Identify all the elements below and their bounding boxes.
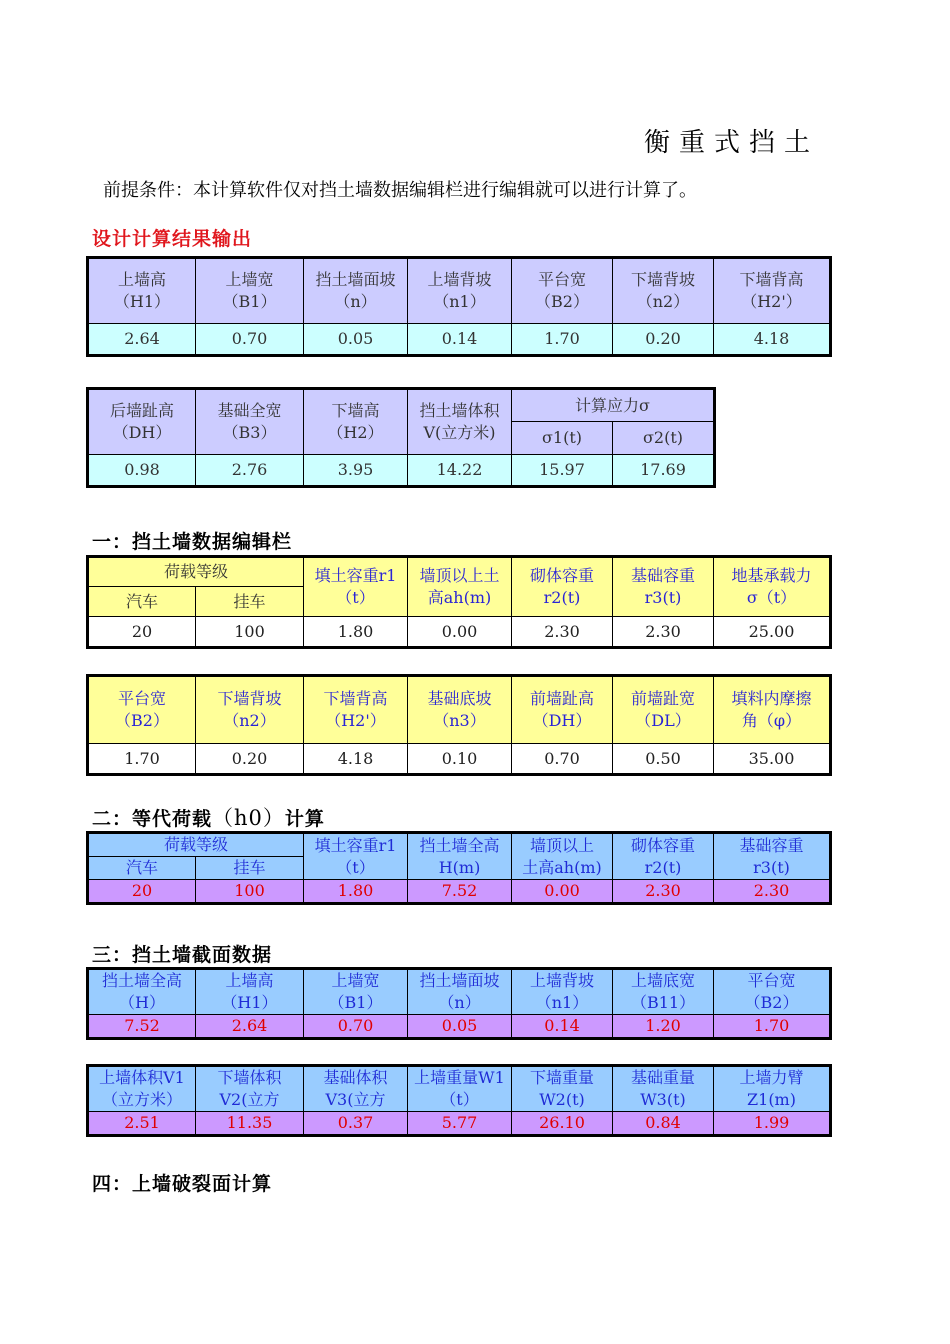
section2-table (86, 831, 832, 905)
header-cell: 上墙背坡 （n1） (408, 258, 512, 324)
header-cell: 上墙宽 （B1） (196, 258, 304, 324)
value-cell: 17.69 (613, 455, 715, 487)
section3-table-1 (86, 967, 832, 1040)
header-cell: 上墙力臂 Z1(m) (714, 1066, 831, 1112)
header-cell: 挡土墙体积 V(立方米) (408, 389, 512, 455)
value-cell: 11.35 (196, 1112, 304, 1136)
section3-heading: 三：挡土墙截面数据 (92, 944, 273, 966)
section1-heading: 一：挡土墙数据编辑栏 (92, 531, 293, 553)
header-cell: 下墙重量 W2(t) (512, 1066, 613, 1112)
value-cell: 0.14 (408, 324, 512, 356)
header-cell: 砌体容重 r2(t) (512, 557, 613, 617)
header-cell: 下墙背坡 （n2） (196, 676, 304, 744)
input-cell[interactable]: 20 (88, 617, 196, 648)
header-cell: 上墙高 （H1） (196, 969, 304, 1015)
value-cell: 0.00 (512, 880, 613, 904)
header-cell: 上墙背坡 （n1） (512, 969, 613, 1015)
header-cell: 上墙体积V1 （立方米） (88, 1066, 196, 1112)
section2-heading: 二：等代荷载（h0）计算 (92, 806, 325, 830)
value-cell: 1.70 (512, 324, 613, 356)
header-cell: 挡土墙全高 H(m) (408, 833, 512, 880)
header-cell: 挡土墙面坡 （n） (408, 969, 512, 1015)
input-cell[interactable]: 100 (196, 617, 304, 648)
stress-header-cell: 计算应力σ (512, 389, 715, 422)
load-sub-cell: 挂车 (196, 587, 304, 617)
header-cell: 填土容重r1 （t） (304, 557, 408, 617)
header-cell: 地基承载力 σ（t） (714, 557, 831, 617)
value-cell: 3.95 (304, 455, 408, 487)
load-grade-header: 荷载等级 (88, 833, 304, 857)
value-cell: 0.84 (613, 1112, 714, 1136)
results-heading: 设计计算结果输出 (92, 228, 253, 250)
load-sub-cell: 汽车 (88, 857, 196, 880)
header-cell: 上墙高 （H1） (88, 258, 196, 324)
section4-heading: 四：上墙破裂面计算 (92, 1173, 273, 1195)
header-cell: 挡土墙全高 （H） (88, 969, 196, 1015)
results-table-1 (86, 256, 832, 357)
value-cell: 1.20 (613, 1015, 714, 1039)
value-cell: 2.64 (196, 1015, 304, 1039)
document-title: 衡重式挡土 (644, 128, 820, 158)
premise-text: 前提条件：本计算软件仅对挡土墙数据编辑栏进行编辑就可以进行计算了。 (103, 180, 697, 201)
header-cell: 平台宽 （B2） (512, 258, 613, 324)
header-cell: 下墙背高 （H2'） (714, 258, 831, 324)
load-sub-cell: 挂车 (196, 857, 304, 880)
input-cell[interactable]: 0.00 (408, 617, 512, 648)
header-cell: 平台宽 （B2） (714, 969, 831, 1015)
header-cell: 基础重量 W3(t) (613, 1066, 714, 1112)
value-cell: 0.98 (88, 455, 196, 487)
input-cell[interactable]: 0.10 (408, 744, 512, 775)
results-table-1-value-row (88, 324, 831, 356)
value-cell: 7.52 (408, 880, 512, 904)
stress-sub-cell: σ2(t) (613, 422, 715, 455)
value-cell: 0.70 (304, 1015, 408, 1039)
section1-table-1 (86, 555, 832, 649)
header-cell: 基础体积 V3(立方 (304, 1066, 408, 1112)
value-cell: 0.37 (304, 1112, 408, 1136)
value-cell: 26.10 (512, 1112, 613, 1136)
value-cell: 0.05 (304, 324, 408, 356)
input-cell[interactable]: 1.80 (304, 617, 408, 648)
value-cell: 5.77 (408, 1112, 512, 1136)
header-cell: 下墙背坡 （n2） (613, 258, 714, 324)
header-cell: 基础容重 r3(t) (613, 557, 714, 617)
input-cell[interactable]: 2.30 (512, 617, 613, 648)
input-cell[interactable]: 0.20 (196, 744, 304, 775)
header-cell: 挡土墙面坡 （n） (304, 258, 408, 324)
header-cell: 前墙趾高 （DH） (512, 676, 613, 744)
input-cell[interactable]: 0.50 (613, 744, 714, 775)
stress-sub-cell: σ1(t) (512, 422, 613, 455)
header-cell: 平台宽 （B2） (88, 676, 196, 744)
input-cell[interactable]: 2.30 (613, 617, 714, 648)
load-sub-cell: 汽车 (88, 587, 196, 617)
header-cell: 前墙趾宽 （DL） (613, 676, 714, 744)
header-cell: 基础全宽 （B3） (196, 389, 304, 455)
load-grade-header: 荷载等级 (88, 557, 304, 587)
value-cell: 20 (88, 880, 196, 904)
header-cell: 上墙重量W1 （t） (408, 1066, 512, 1112)
header-cell: 上墙宽 （B1） (304, 969, 408, 1015)
results-table-2 (86, 387, 716, 488)
value-cell: 2.30 (714, 880, 831, 904)
header-cell: 墙顶以上土 高ah(m) (408, 557, 512, 617)
value-cell: 0.20 (613, 324, 714, 356)
input-cell[interactable]: 35.00 (714, 744, 831, 775)
value-cell: 100 (196, 880, 304, 904)
value-cell: 15.97 (512, 455, 613, 487)
header-cell: 基础容重 r3(t) (714, 833, 831, 880)
value-cell: 2.30 (613, 880, 714, 904)
value-cell: 1.80 (304, 880, 408, 904)
section3-table-2 (86, 1064, 832, 1137)
input-cell[interactable]: 25.00 (714, 617, 831, 648)
value-cell: 1.99 (714, 1112, 831, 1136)
value-cell: 2.64 (88, 324, 196, 356)
value-cell: 2.51 (88, 1112, 196, 1136)
input-cell[interactable]: 0.70 (512, 744, 613, 775)
header-cell: 填土容重r1 （t） (304, 833, 408, 880)
header-cell: 砌体容重 r2(t) (613, 833, 714, 880)
header-cell: 后墙趾高 （DH） (88, 389, 196, 455)
results-table-1-header-row (88, 258, 831, 324)
header-cell: 上墙底宽 （B11） (613, 969, 714, 1015)
value-cell: 4.18 (714, 324, 831, 356)
header-cell: 填料内摩擦 角（φ） (714, 676, 831, 744)
input-cell[interactable]: 4.18 (304, 744, 408, 775)
value-cell: 14.22 (408, 455, 512, 487)
header-cell: 下墙体积 V2(立方 (196, 1066, 304, 1112)
header-cell: 墙顶以上 土高ah(m) (512, 833, 613, 880)
value-cell: 0.05 (408, 1015, 512, 1039)
section1-table-2 (86, 674, 832, 776)
header-cell: 下墙高 （H2） (304, 389, 408, 455)
value-cell: 7.52 (88, 1015, 196, 1039)
value-cell: 1.70 (714, 1015, 831, 1039)
input-cell[interactable]: 1.70 (88, 744, 196, 775)
value-cell: 2.76 (196, 455, 304, 487)
header-cell: 基础底坡 （n3） (408, 676, 512, 744)
value-cell: 0.14 (512, 1015, 613, 1039)
value-cell: 0.70 (196, 324, 304, 356)
header-cell: 下墙背高 （H2'） (304, 676, 408, 744)
